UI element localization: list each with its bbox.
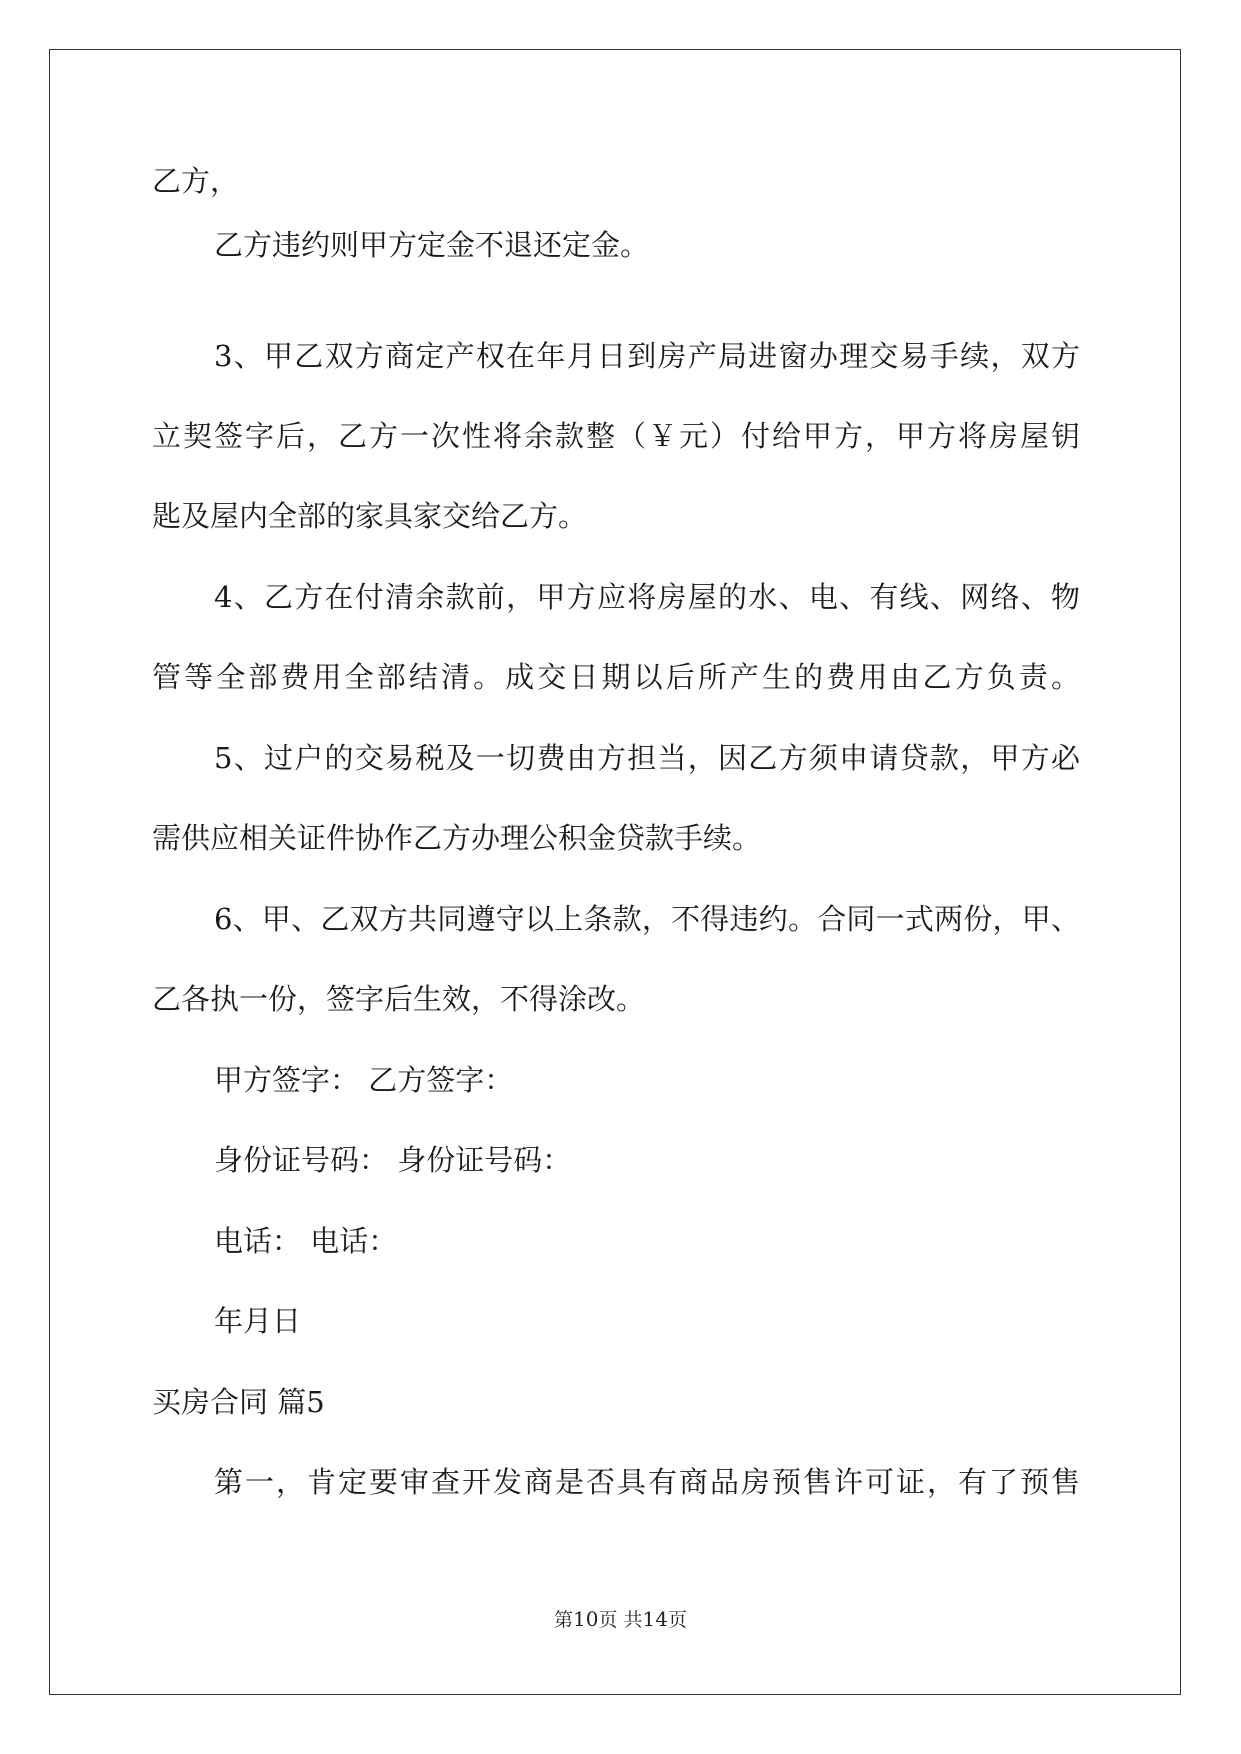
- signature-label-line: 甲方签字： 乙方签字：: [214, 1063, 514, 1097]
- page-prefix: 第: [554, 1609, 574, 1631]
- page-number-footer: [0, 1607, 1241, 1632]
- total-page-number: 14: [642, 1607, 668, 1631]
- page-mid-label: 页 共: [598, 1609, 643, 1631]
- text-line: 乙各执一份，签字后生效，不得涂改。: [152, 982, 646, 1016]
- text-line: 乙方违约则甲方定金不退还定金。: [214, 228, 650, 262]
- text-line: 6、甲、乙双方共同遵守以上条款，不得违约。合同一式两份，甲、: [214, 902, 1080, 936]
- id-number-label-line: 身份证号码： 身份证号码：: [214, 1143, 572, 1177]
- text-line: 乙方，: [152, 164, 240, 198]
- text-line: 匙及屋内全部的家具家交给乙方。: [152, 499, 588, 533]
- section-heading: 买房合同 篇5: [152, 1385, 325, 1419]
- text-line: 需供应相关证件协作乙方办理公积金贷款手续。: [152, 821, 762, 855]
- text-line: 5、过户的交易税及一切费由方担当，因乙方须申请贷款，甲方必: [214, 741, 1080, 775]
- text-line: 立契签字后，乙方一次性将余款整（￥元）付给甲方，甲方将房屋钥: [152, 419, 1080, 453]
- phone-label-line: 电话： 电话：: [214, 1224, 398, 1258]
- current-page-number: 10: [573, 1607, 599, 1631]
- page-border: [49, 49, 1181, 1695]
- text-line: 3、甲乙双方商定产权在年月日到房产局进窗办理交易手续，双方: [214, 339, 1080, 373]
- text-line: 第一，肯定要审查开发商是否具有商品房预售许可证，有了预售: [214, 1465, 1080, 1499]
- date-label-line: 年月日: [214, 1304, 302, 1338]
- text-line: 管等全部费用全部结清。成交日期以后所产生的费用由乙方负责。: [152, 660, 1080, 694]
- text-line: 4、乙方在付清余款前，甲方应将房屋的水、电、有线、网络、物: [214, 580, 1080, 614]
- page-suffix: 页: [667, 1609, 687, 1631]
